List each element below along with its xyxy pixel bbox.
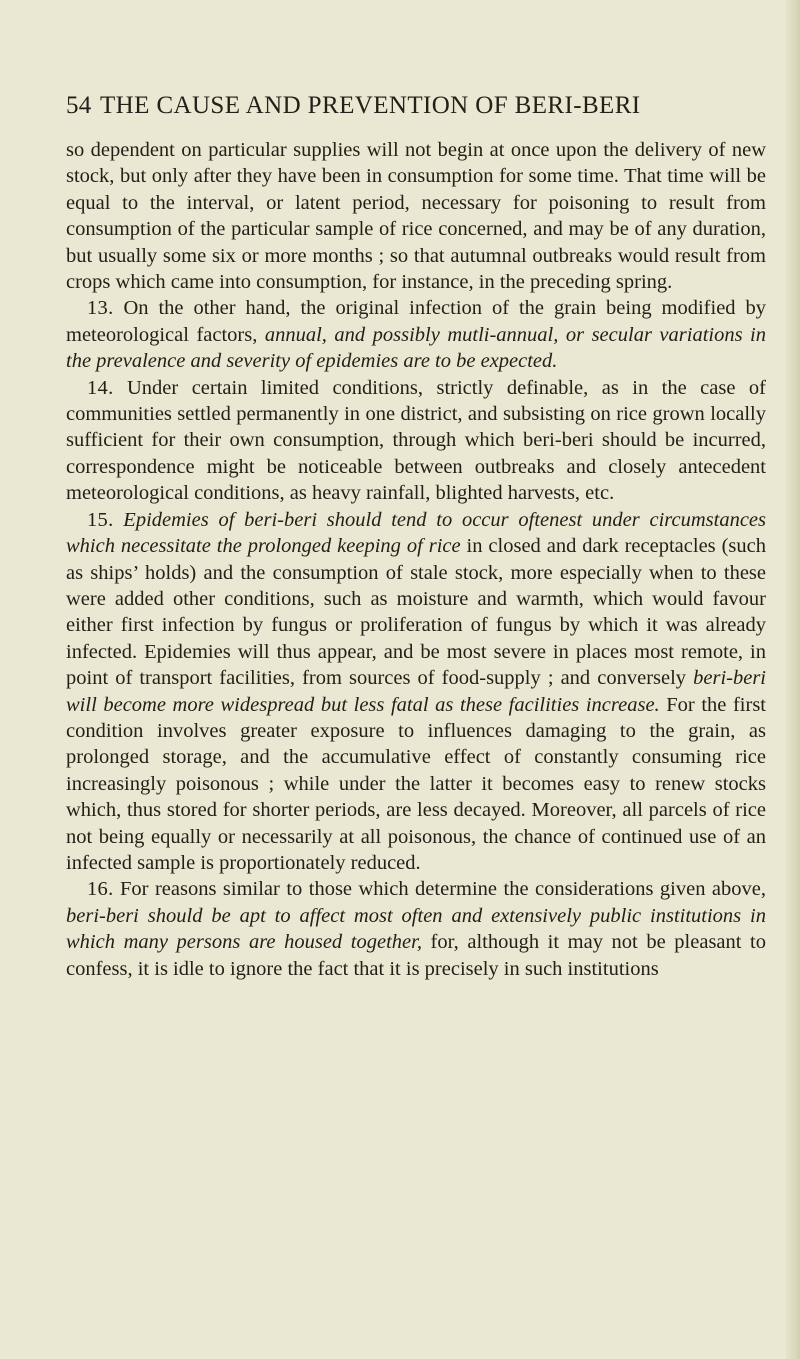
running-head — [66, 91, 766, 121]
italic-run: beri-beri will become more widespread but less fatal as these facilities increase. — [66, 667, 766, 716]
text-run: so dependent on particular supplies will not begin at once upon the delivery of new stock, but only after they have been in consumption for some time. That time will be equal to the interval, or latent period, necessary for poisoning to result from consumption of the particular sample of rice concerned, and may be of any duration, but usually some six or more months ; so that autumnal outbreaks would result from crops which came into consumption, for instance, in the preceding spring. — [66, 139, 766, 294]
text-run: in closed and dark receptacles (such as ships’ holds) and the consumption of stale stock, more especially when to these were added other conditions, such as moisture and warmth, which would favour either first infection by fungus or proliferation of fungus by which it was already infected. Epidemies will thus appear, and be most severe in places most remote, in point of transport facilities, from sources of food-supply ; and conversely — [66, 535, 766, 690]
paragraph-number: 13. — [87, 297, 114, 320]
running-title: THE CAUSE AND PREVENTION OF BERI-BERI — [100, 92, 641, 119]
paragraph-15 — [66, 507, 766, 877]
text-run: For reasons similar to those which determine the considerations given above, — [113, 878, 766, 901]
page-number: 54 — [66, 92, 92, 119]
paragraph-number: 16. — [87, 878, 114, 901]
paragraph-16 — [66, 876, 766, 982]
paragraph-number: 15. — [87, 508, 114, 531]
text-run: For the first condition involves greater exposure to influences damaging to the grain, as prolonged storage, and the accumulative effect of constantly consuming rice increasingly poisonous ; while under the latter it becomes easy to renew stocks which, thus stored for shorter periods, are less decayed. Moreover, all parcels of rice not being equally or necessarily at all poisonous, the chance of continued use of an infected sample is proportionately reduced. — [66, 693, 766, 874]
text-run: Under certain limited conditions, strictly definable, as in the case of communities settled permanently in one district, and subsisting on rice grown locally sufficient for their own consumption, through which beri-beri should be incurred, correspondence might be noticeable between outbreaks and closely antecedent meteorological conditions, as heavy rainfall, blighted harvests, etc. — [66, 376, 766, 505]
paragraph-13 — [66, 295, 766, 374]
page-edge-shadow — [786, 0, 800, 1359]
text-run: for, although it may not be pleasant to confess, it is idle to ignore the fact that it is precisely in such institutions — [66, 931, 767, 980]
text-run — [114, 509, 124, 531]
paragraph-number: 14. — [87, 376, 114, 399]
paragraph-14 — [66, 375, 766, 507]
italic-run: Epidemies of beri-beri should tend to occur oftenest under circumstances which necessitate the prolonged keeping of rice — [66, 508, 767, 558]
italic-run: annual, and possibly mutli-annual, or secular variations in the prevalence and severity of epidemies are to be expected. — [66, 323, 767, 373]
italic-run: beri-beri should be apt to affect most often and extensively public institutions in which many persons are housed together, — [66, 904, 766, 954]
body-text — [66, 137, 766, 982]
text-run: On the other hand, the original infection of the grain being modified by meteorological factors, — [66, 297, 766, 346]
paragraph-continuation — [66, 137, 766, 295]
